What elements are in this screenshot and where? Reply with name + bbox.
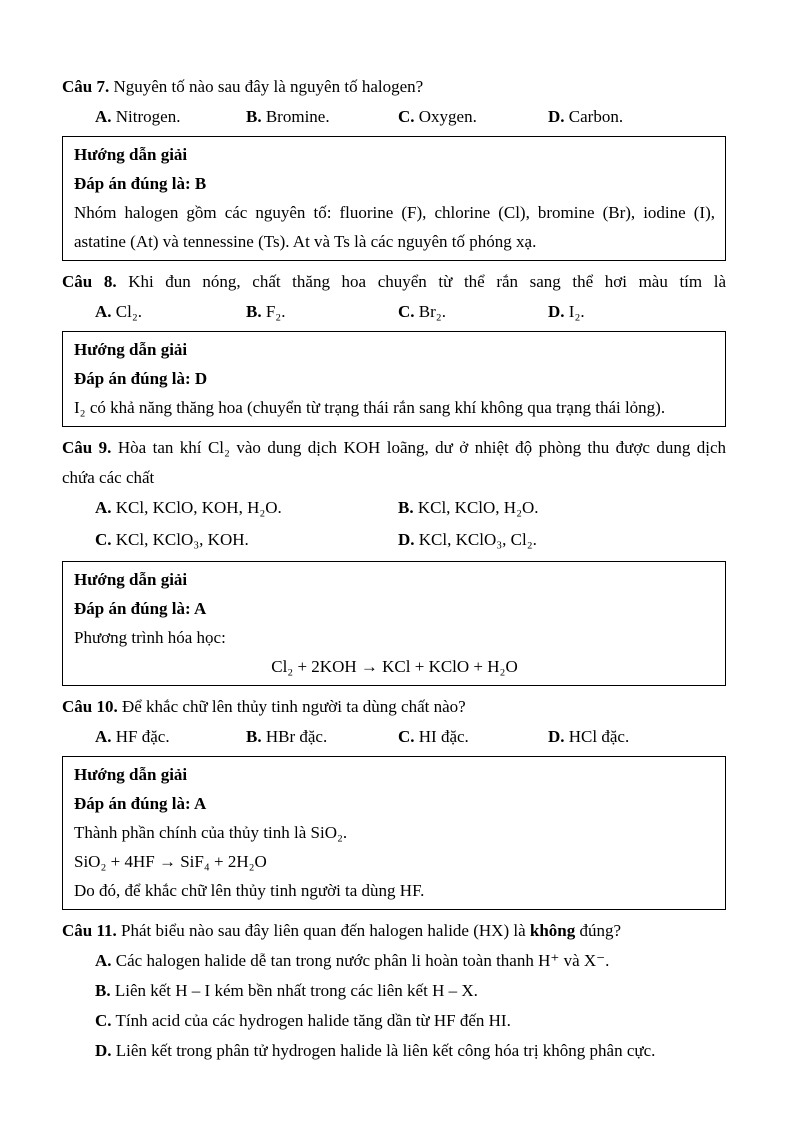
solution-answer bbox=[74, 789, 715, 818]
option-text: Oxygen. bbox=[418, 107, 477, 126]
option-text: I₂. bbox=[568, 302, 585, 321]
question-8-text: Khi đun nóng, chất thăng hoa chuyển từ thể rắn sang thể hơi màu tím là bbox=[128, 272, 727, 291]
option-letter: D. bbox=[95, 1041, 112, 1060]
option-text: HBr đặc. bbox=[265, 727, 328, 746]
option-letter: A. bbox=[95, 951, 112, 970]
solution-body-line: astatine (At) và tennessine (Ts). At và Ts là các nguyên tố phóng xạ. bbox=[74, 232, 537, 251]
option-text: Cl₂. bbox=[115, 302, 143, 321]
solution-box-question-7 bbox=[62, 136, 726, 261]
chemical-equation: Cl₂ + 2KOH → KCl + KClO + H₂O bbox=[271, 657, 518, 676]
question-7-option-c bbox=[398, 102, 477, 132]
question-11-option-c bbox=[62, 1006, 726, 1036]
solution-answer bbox=[74, 594, 715, 623]
option-letter: C. bbox=[398, 302, 415, 321]
question-11-option-a bbox=[62, 946, 726, 976]
question-8-option-b bbox=[246, 297, 285, 327]
solution-title bbox=[74, 565, 715, 594]
solution-box-question-10 bbox=[62, 756, 726, 910]
question-8-option-d bbox=[548, 297, 585, 327]
option-letter: A. bbox=[95, 302, 112, 321]
option-text: HI đặc. bbox=[418, 727, 469, 746]
option-text: KCl, KClO₃, KOH. bbox=[115, 530, 249, 549]
question-7-stem bbox=[62, 72, 726, 102]
solution-title-text: Hướng dẫn giải bbox=[74, 765, 188, 784]
option-letter: C. bbox=[95, 530, 112, 549]
solution-title bbox=[74, 760, 715, 789]
option-letter: A. bbox=[95, 107, 112, 126]
question-8-number: Câu 8. bbox=[62, 272, 117, 291]
option-letter: B. bbox=[246, 302, 262, 321]
question-8-stem bbox=[62, 267, 726, 297]
solution-answer-text: Đáp án đúng là: A bbox=[74, 794, 207, 813]
question-9-stem bbox=[62, 433, 726, 463]
option-letter: A. bbox=[95, 727, 112, 746]
question-9-option-d bbox=[398, 525, 537, 555]
option-letter: B. bbox=[246, 727, 262, 746]
option-letter: D. bbox=[548, 727, 565, 746]
question-10-stem bbox=[62, 692, 726, 722]
question-8-option-a bbox=[95, 297, 142, 327]
option-text: Liên kết H – I kém bền nhất trong các liên kết H – X. bbox=[114, 981, 478, 1000]
question-9-stem-line2: chứa các chất bbox=[62, 468, 155, 487]
question-7-text: Nguyên tố nào sau đây là nguyên tố halogen? bbox=[113, 77, 424, 96]
question-10-option-d bbox=[548, 722, 629, 752]
option-text: HF đặc. bbox=[115, 727, 170, 746]
option-text: KCl, KClO, H₂O. bbox=[417, 498, 539, 517]
option-letter: C. bbox=[398, 727, 415, 746]
solution-answer-text: Đáp án đúng là: D bbox=[74, 369, 208, 388]
option-text: F₂. bbox=[265, 302, 286, 321]
solution-answer bbox=[74, 169, 715, 198]
option-letter: D. bbox=[398, 530, 415, 549]
option-text: Tính acid của các hydrogen halide tăng dần từ HF đến HI. bbox=[115, 1011, 511, 1030]
option-letter: D. bbox=[548, 107, 565, 126]
question-8-options bbox=[62, 297, 726, 327]
question-7-option-b bbox=[246, 102, 330, 132]
question-9-options-row2 bbox=[62, 525, 726, 557]
option-letter: B. bbox=[246, 107, 262, 126]
question-8-option-c bbox=[398, 297, 446, 327]
question-11-stem bbox=[62, 916, 726, 946]
chemical-equation: SiO₂ + 4HF → SiF₄ + 2H₂O bbox=[74, 852, 267, 871]
option-letter: B. bbox=[95, 981, 111, 1000]
solution-answer bbox=[74, 364, 715, 393]
question-7-option-d bbox=[548, 102, 623, 132]
question-10-options bbox=[62, 722, 726, 752]
option-text: KCl, KClO₃, Cl₂. bbox=[418, 530, 537, 549]
question-10-text: Để khắc chữ lên thủy tinh người ta dùng chất nào? bbox=[121, 697, 466, 716]
question-11-text-bold: không bbox=[529, 921, 576, 940]
question-9-option-c bbox=[95, 525, 249, 555]
question-7-options bbox=[62, 102, 726, 132]
option-text: Liên kết trong phân tử hydrogen halide là liên kết công hóa trị không phân cực. bbox=[115, 1041, 656, 1060]
option-text: Các halogen halide dễ tan trong nước phân li hoàn toàn thanh H⁺ và X⁻. bbox=[115, 951, 610, 970]
solution-title-text: Hướng dẫn giải bbox=[74, 145, 188, 164]
question-11-text-post: đúng? bbox=[579, 921, 622, 940]
solution-body-line: Do đó, để khắc chữ lên thủy tinh người ta dùng HF. bbox=[74, 881, 425, 900]
question-11-text-pre: Phát biểu nào sau đây liên quan đến halogen halide (HX) là bbox=[121, 921, 526, 940]
solution-body-line: Nhóm halogen gồm các nguyên tố: fluorine (F), chlorine (Cl), bromine (Br), iodine (I), bbox=[74, 203, 715, 222]
solution-answer-text: Đáp án đúng là: A bbox=[74, 599, 207, 618]
question-9-text-line1: Hòa tan khí Cl₂ vào dung dịch KOH loãng, dư ở nhiệt độ phòng thu được dung dịch bbox=[117, 438, 727, 457]
solution-body-line: I₂ có khả năng thăng hoa (chuyển từ trạng thái rắn sang khí không qua trạng thái lỏng). bbox=[74, 398, 666, 417]
solution-answer-text: Đáp án đúng là: B bbox=[74, 174, 207, 193]
option-text: HCl đặc. bbox=[568, 727, 630, 746]
option-text: Carbon. bbox=[568, 107, 624, 126]
question-10-option-c bbox=[398, 722, 469, 752]
solution-title-text: Hướng dẫn giải bbox=[74, 340, 188, 359]
solution-box-question-8 bbox=[62, 331, 726, 427]
solution-title bbox=[74, 335, 715, 364]
question-9-option-a bbox=[95, 493, 282, 523]
option-letter: D. bbox=[548, 302, 565, 321]
question-9-number: Câu 9. bbox=[62, 438, 112, 457]
solution-body-line: Thành phần chính của thủy tinh là SiO₂. bbox=[74, 823, 348, 842]
solution-title-text: Hướng dẫn giải bbox=[74, 570, 188, 589]
question-10-option-b bbox=[246, 722, 327, 752]
solution-box-question-9 bbox=[62, 561, 726, 686]
option-text: Br₂. bbox=[418, 302, 446, 321]
question-7-option-a bbox=[95, 102, 180, 132]
option-letter: C. bbox=[398, 107, 415, 126]
solution-title bbox=[74, 140, 715, 169]
option-letter: C. bbox=[95, 1011, 112, 1030]
option-letter: A. bbox=[95, 498, 112, 517]
question-11-number: Câu 11. bbox=[62, 921, 117, 940]
question-7-number: Câu 7. bbox=[62, 77, 110, 96]
question-9-options-row1 bbox=[62, 493, 726, 525]
option-text: Nitrogen. bbox=[115, 107, 181, 126]
solution-body-line: Phương trình hóa học: bbox=[74, 628, 226, 647]
question-9-option-b bbox=[398, 493, 539, 523]
option-text: Bromine. bbox=[265, 107, 330, 126]
question-11-option-d bbox=[62, 1036, 726, 1066]
question-10-option-a bbox=[95, 722, 170, 752]
question-11-option-b bbox=[62, 976, 726, 1006]
option-text: KCl, KClO, KOH, H₂O. bbox=[115, 498, 282, 517]
option-letter: B. bbox=[398, 498, 414, 517]
question-10-number: Câu 10. bbox=[62, 697, 118, 716]
